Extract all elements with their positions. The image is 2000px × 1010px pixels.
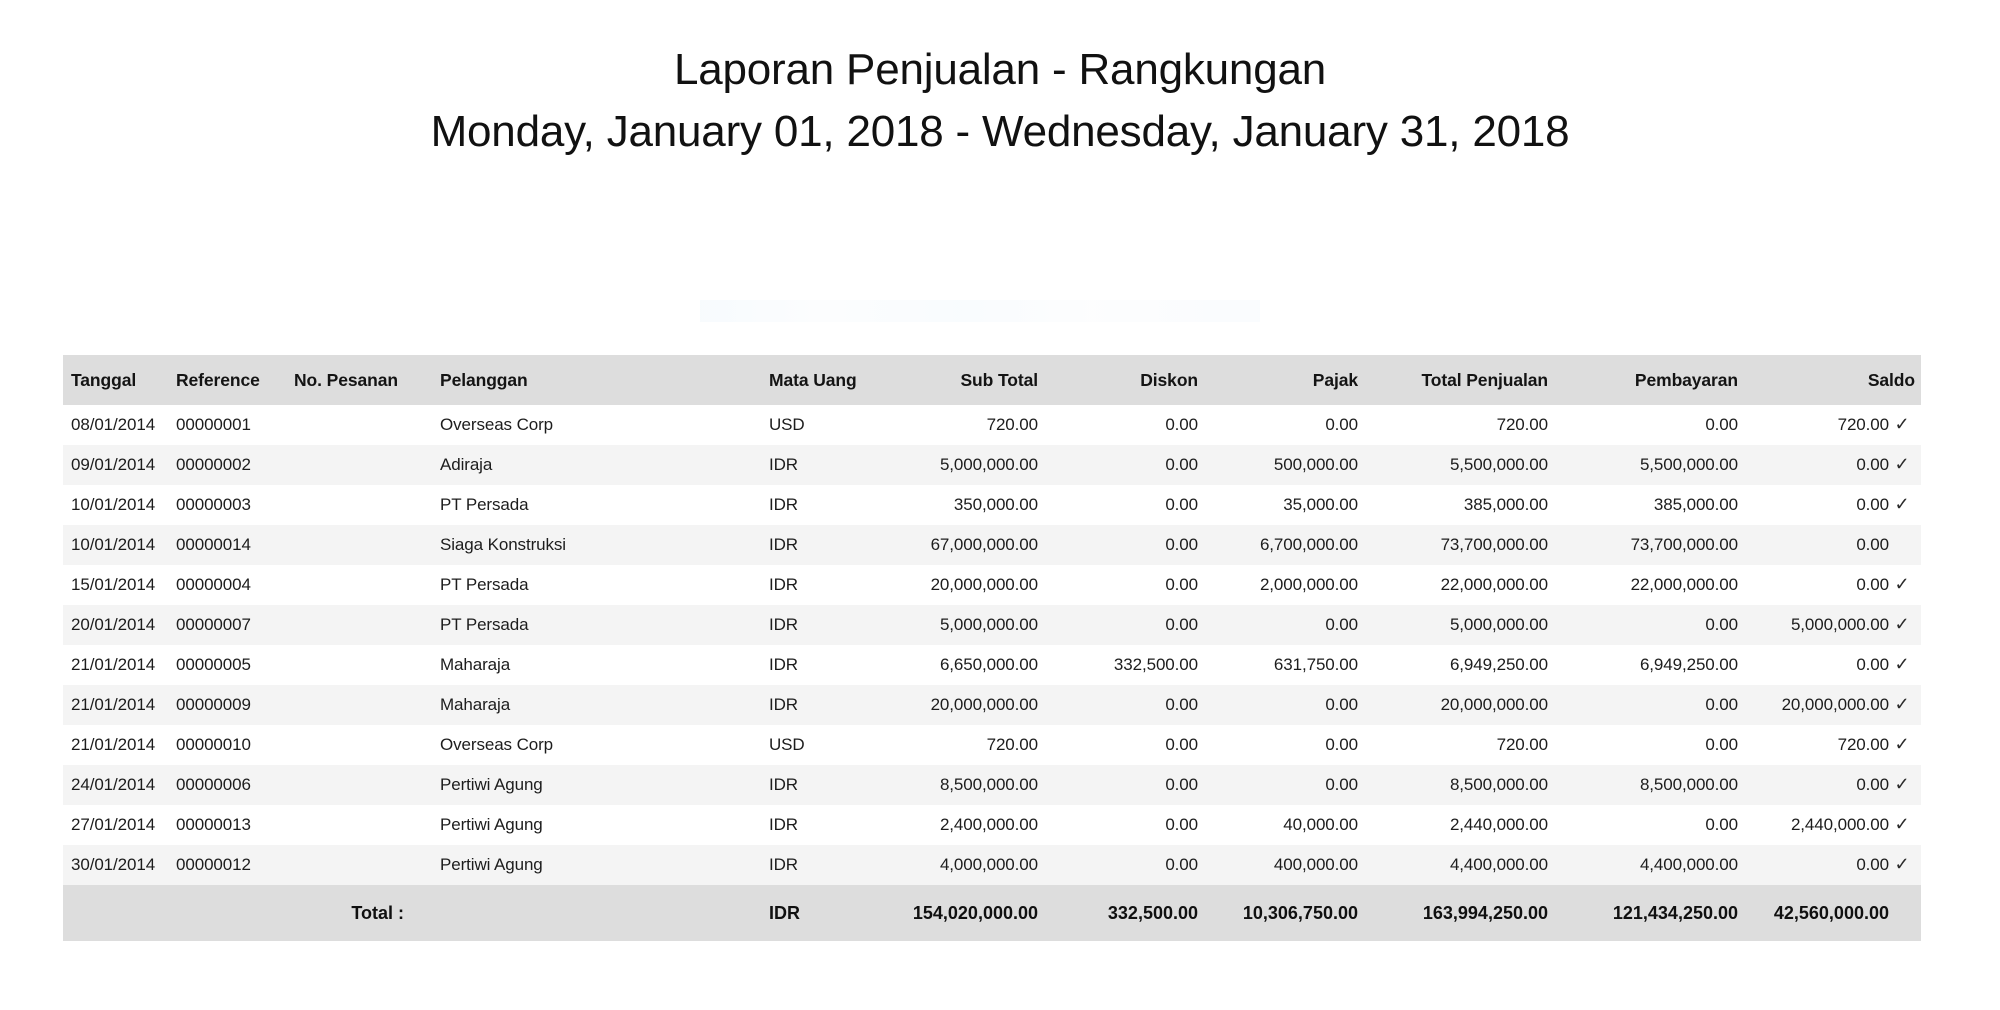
cell-total-penjualan: 20,000,000.00 <box>1440 695 1548 714</box>
column-header-mata-uang[interactable]: Mata Uang <box>756 355 876 405</box>
cell-pelanggan: Overseas Corp <box>440 735 554 754</box>
cell-pajak: 0.00 <box>1325 735 1358 754</box>
column-header-no-pesanan[interactable]: No. Pesanan <box>286 355 426 405</box>
faint-watermark-strip <box>700 300 1260 322</box>
cell-no-pesanan <box>286 485 426 525</box>
cell-pembayaran: 8,500,000.00 <box>1639 775 1738 794</box>
cell-reference: 00000003 <box>176 495 251 514</box>
cell-tanggal: 10/01/2014 <box>71 495 156 514</box>
cell-pembayaran: 385,000.00 <box>1653 495 1738 514</box>
cell-saldo <box>1756 565 1921 605</box>
cell-diskon: 0.00 <box>1165 495 1198 514</box>
cell-no-pesanan <box>286 405 426 445</box>
cell-mata-uang: IDR <box>769 455 798 474</box>
cell-pelanggan: PT Persada <box>440 575 529 594</box>
total-row <box>63 885 1921 941</box>
cell-pembayaran: 0.00 <box>1705 735 1738 754</box>
cell-saldo-value: 0.00 <box>1856 775 1889 794</box>
cell-total-penjualan: 6,949,250.00 <box>1449 655 1548 674</box>
cell-pembayaran: 6,949,250.00 <box>1639 655 1738 674</box>
cell-tanggal: 09/01/2014 <box>71 455 156 474</box>
cell-mata-uang: USD <box>769 415 805 434</box>
table-header-row <box>63 355 1921 405</box>
checkmark-icon: ✓ <box>1894 654 1910 674</box>
cell-mata-uang: IDR <box>769 495 798 514</box>
cell-diskon: 0.00 <box>1165 775 1198 794</box>
checkmark-icon: ✓ <box>1894 814 1910 834</box>
column-header-pembayaran[interactable]: Pembayaran <box>1566 355 1756 405</box>
column-header-tanggal[interactable]: Tanggal <box>63 355 166 405</box>
cell-sub-total: 350,000.00 <box>953 495 1038 514</box>
cell-saldo <box>1756 605 1921 645</box>
sales-table <box>63 355 1921 941</box>
cell-sub-total: 720.00 <box>986 415 1038 434</box>
cell-pembayaran: 0.00 <box>1705 815 1738 834</box>
cell-total-penjualan: 8,500,000.00 <box>1449 775 1548 794</box>
cell-tanggal: 10/01/2014 <box>71 535 156 554</box>
cell-pajak: 400,000.00 <box>1273 855 1358 874</box>
cell-saldo-value: 0.00 <box>1856 455 1889 474</box>
cell-pembayaran: 4,400,000.00 <box>1639 855 1738 874</box>
cell-total-penjualan: 720.00 <box>1496 735 1548 754</box>
cell-no-pesanan <box>286 525 426 565</box>
cell-pelanggan: Pertiwi Agung <box>440 815 543 834</box>
cell-pelanggan: Siaga Konstruksi <box>440 535 566 554</box>
cell-sub-total: 67,000,000.00 <box>930 535 1038 554</box>
report-date-range: Monday, January 01, 2018 - Wednesday, January 31, 2018 <box>430 106 1570 156</box>
cell-saldo <box>1756 445 1921 485</box>
column-header-reference[interactable]: Reference <box>166 355 286 405</box>
cell-no-pesanan <box>286 605 426 645</box>
cell-sub-total: 6,650,000.00 <box>939 655 1038 674</box>
cell-pembayaran: 0.00 <box>1705 415 1738 434</box>
cell-pembayaran: 0.00 <box>1705 615 1738 634</box>
cell-reference: 00000013 <box>176 815 251 834</box>
cell-reference: 00000009 <box>176 695 251 714</box>
cell-mata-uang: IDR <box>769 535 798 554</box>
cell-pajak: 2,000,000.00 <box>1259 575 1358 594</box>
cell-saldo <box>1756 725 1921 765</box>
table-row[interactable] <box>63 845 1921 885</box>
checkmark-icon-placeholder <box>1889 904 1915 922</box>
table-row[interactable] <box>63 405 1921 445</box>
cell-saldo-value: 20,000,000.00 <box>1781 695 1889 714</box>
cell-pelanggan: Pertiwi Agung <box>440 855 543 874</box>
column-header-pajak[interactable]: Pajak <box>1216 355 1376 405</box>
cell-no-pesanan <box>286 805 426 845</box>
checkmark-icon: ✓ <box>1894 694 1910 714</box>
cell-no-pesanan <box>286 645 426 685</box>
column-header-sub-total[interactable]: Sub Total <box>876 355 1056 405</box>
cell-saldo <box>1756 685 1921 725</box>
cell-tanggal: 24/01/2014 <box>71 775 156 794</box>
cell-saldo <box>1756 765 1921 805</box>
cell-diskon: 332,500.00 <box>1113 655 1198 674</box>
cell-sub-total: 5,000,000.00 <box>939 455 1038 474</box>
cell-reference: 00000014 <box>176 535 251 554</box>
cell-saldo-value: 720.00 <box>1837 735 1889 754</box>
cell-reference: 00000005 <box>176 655 251 674</box>
cell-reference: 00000012 <box>176 855 251 874</box>
cell-mata-uang: IDR <box>769 815 798 834</box>
cell-saldo <box>1756 645 1921 685</box>
total-label: Total : <box>351 902 404 923</box>
cell-no-pesanan <box>286 565 426 605</box>
cell-tanggal: 15/01/2014 <box>71 575 156 594</box>
cell-pembayaran: 0.00 <box>1705 695 1738 714</box>
cell-pajak: 0.00 <box>1325 615 1358 634</box>
cell-no-pesanan <box>286 845 426 885</box>
checkmark-icon: ✓ <box>1894 414 1910 434</box>
cell-diskon: 0.00 <box>1165 455 1198 474</box>
cell-saldo-value: 720.00 <box>1837 415 1889 434</box>
cell-total-penjualan: 2,440,000.00 <box>1449 815 1548 834</box>
cell-diskon: 0.00 <box>1165 735 1198 754</box>
cell-pajak: 631,750.00 <box>1273 655 1358 674</box>
table-body <box>63 405 1921 885</box>
cell-no-pesanan <box>286 725 426 765</box>
total-spacer-pelanggan <box>426 885 756 941</box>
cell-pajak: 500,000.00 <box>1273 455 1358 474</box>
sales-table-container <box>63 355 1921 941</box>
cell-pajak: 40,000.00 <box>1283 815 1358 834</box>
cell-pelanggan: Overseas Corp <box>440 415 554 434</box>
cell-saldo <box>1756 485 1921 525</box>
checkmark-icon: ✓ <box>1894 734 1910 754</box>
checkmark-icon: ✓ <box>1894 494 1910 514</box>
cell-pajak: 0.00 <box>1325 775 1358 794</box>
cell-mata-uang: IDR <box>769 575 798 594</box>
checkmark-icon: ✓ <box>1894 614 1910 634</box>
cell-pembayaran: 22,000,000.00 <box>1630 575 1738 594</box>
cell-mata-uang: IDR <box>769 655 798 674</box>
column-header-saldo[interactable]: Saldo <box>1756 355 1921 405</box>
cell-saldo-value: 0.00 <box>1856 535 1889 554</box>
cell-tanggal: 20/01/2014 <box>71 615 156 634</box>
cell-sub-total: 2,400,000.00 <box>939 815 1038 834</box>
page-title: Laporan Penjualan - Rangkungan <box>673 45 1327 94</box>
cell-sub-total: 720.00 <box>986 735 1038 754</box>
cell-diskon: 0.00 <box>1165 695 1198 714</box>
cell-saldo-value: 0.00 <box>1856 655 1889 674</box>
cell-mata-uang: IDR <box>769 775 798 794</box>
checkmark-icon: ✓ <box>1894 854 1910 874</box>
table-row[interactable] <box>63 805 1921 845</box>
cell-diskon: 0.00 <box>1165 615 1198 634</box>
total-spacer-tanggal <box>63 885 166 941</box>
table-row[interactable] <box>63 645 1921 685</box>
cell-pelanggan: Maharaja <box>440 695 511 714</box>
cell-diskon: 0.00 <box>1165 855 1198 874</box>
cell-tanggal: 08/01/2014 <box>71 415 156 434</box>
cell-mata-uang: IDR <box>769 615 798 634</box>
cell-saldo <box>1756 525 1921 565</box>
cell-reference: 00000004 <box>176 575 251 594</box>
cell-tanggal: 21/01/2014 <box>71 735 156 754</box>
cell-reference: 00000006 <box>176 775 251 794</box>
cell-saldo <box>1756 405 1921 445</box>
cell-total-penjualan: 5,000,000.00 <box>1449 615 1548 634</box>
column-header-diskon[interactable]: Diskon <box>1056 355 1216 405</box>
total-total-penjualan: 163,994,250.00 <box>1422 902 1548 923</box>
total-spacer-reference <box>166 885 286 941</box>
cell-pembayaran: 73,700,000.00 <box>1630 535 1738 554</box>
cell-no-pesanan <box>286 685 426 725</box>
cell-total-penjualan: 5,500,000.00 <box>1449 455 1548 474</box>
cell-no-pesanan <box>286 445 426 485</box>
cell-saldo-value: 0.00 <box>1856 855 1889 874</box>
cell-pajak: 35,000.00 <box>1283 495 1358 514</box>
total-diskon: 332,500.00 <box>1107 902 1198 923</box>
total-pembayaran: 121,434,250.00 <box>1612 902 1738 923</box>
cell-pajak: 0.00 <box>1325 695 1358 714</box>
cell-total-penjualan: 720.00 <box>1496 415 1548 434</box>
cell-tanggal: 27/01/2014 <box>71 815 156 834</box>
column-header-pelanggan[interactable]: Pelanggan <box>426 355 756 405</box>
cell-pelanggan: Adiraja <box>440 455 493 474</box>
table-row[interactable] <box>63 445 1921 485</box>
cell-pelanggan: PT Persada <box>440 495 529 514</box>
table-footer <box>63 885 1921 941</box>
cell-sub-total: 20,000,000.00 <box>930 575 1038 594</box>
cell-pembayaran: 5,500,000.00 <box>1639 455 1738 474</box>
cell-tanggal: 30/01/2014 <box>71 855 156 874</box>
table-row[interactable] <box>63 765 1921 805</box>
cell-diskon: 0.00 <box>1165 415 1198 434</box>
cell-pelanggan: PT Persada <box>440 615 529 634</box>
total-saldo-value: 42,560,000.00 <box>1773 902 1889 923</box>
total-sub-total: 154,020,000.00 <box>912 902 1038 923</box>
cell-pelanggan: Pertiwi Agung <box>440 775 543 794</box>
cell-saldo-value: 5,000,000.00 <box>1790 615 1889 634</box>
table-row[interactable] <box>63 605 1921 645</box>
table-header <box>63 355 1921 405</box>
cell-diskon: 0.00 <box>1165 575 1198 594</box>
cell-sub-total: 5,000,000.00 <box>939 615 1038 634</box>
cell-reference: 00000010 <box>176 735 251 754</box>
cell-reference: 00000002 <box>176 455 251 474</box>
cell-total-penjualan: 385,000.00 <box>1463 495 1548 514</box>
cell-sub-total: 20,000,000.00 <box>930 695 1038 714</box>
total-saldo <box>1756 885 1921 941</box>
cell-mata-uang: IDR <box>769 695 798 714</box>
cell-tanggal: 21/01/2014 <box>71 695 156 714</box>
table-row[interactable] <box>63 565 1921 605</box>
column-header-total-penjualan[interactable]: Total Penjualan <box>1376 355 1566 405</box>
cell-total-penjualan: 22,000,000.00 <box>1440 575 1548 594</box>
cell-reference: 00000001 <box>176 415 251 434</box>
cell-tanggal: 21/01/2014 <box>71 655 156 674</box>
cell-sub-total: 4,000,000.00 <box>939 855 1038 874</box>
cell-diskon: 0.00 <box>1165 535 1198 554</box>
cell-mata-uang: USD <box>769 735 805 754</box>
table-row[interactable] <box>63 485 1921 525</box>
cell-reference: 00000007 <box>176 615 251 634</box>
checkmark-icon: ✓ <box>1894 774 1910 794</box>
total-pajak: 10,306,750.00 <box>1242 902 1358 923</box>
cell-sub-total: 8,500,000.00 <box>939 775 1038 794</box>
cell-pajak: 0.00 <box>1325 415 1358 434</box>
cell-saldo-value: 2,440,000.00 <box>1790 815 1889 834</box>
checkmark-icon: ✓ <box>1894 454 1910 474</box>
cell-total-penjualan: 73,700,000.00 <box>1440 535 1548 554</box>
cell-saldo <box>1756 845 1921 885</box>
cell-diskon: 0.00 <box>1165 815 1198 834</box>
report-header <box>0 44 2000 159</box>
cell-saldo <box>1756 805 1921 845</box>
table-row[interactable] <box>63 725 1921 765</box>
cell-pajak: 6,700,000.00 <box>1259 535 1358 554</box>
table-row[interactable] <box>63 685 1921 725</box>
cell-total-penjualan: 4,400,000.00 <box>1449 855 1548 874</box>
cell-mata-uang: IDR <box>769 855 798 874</box>
cell-pelanggan: Maharaja <box>440 655 511 674</box>
checkmark-icon: ✓ <box>1894 574 1910 594</box>
cell-no-pesanan <box>286 765 426 805</box>
cell-saldo-value: 0.00 <box>1856 575 1889 594</box>
table-row[interactable] <box>63 525 1921 565</box>
cell-saldo-value: 0.00 <box>1856 495 1889 514</box>
total-mata-uang: IDR <box>769 902 800 923</box>
